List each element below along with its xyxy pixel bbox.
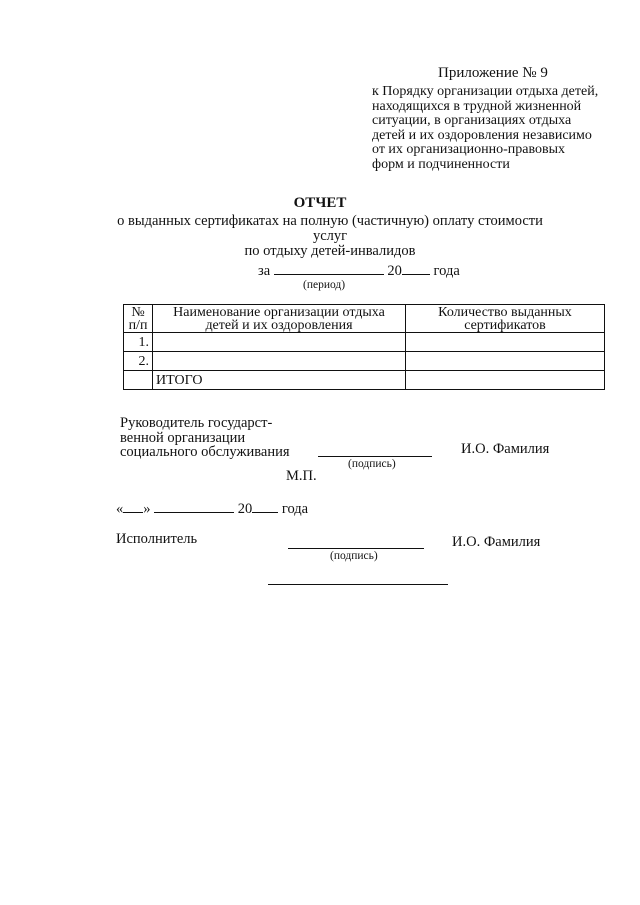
table-row [124,333,605,352]
table-row [124,352,605,371]
date-month-blank[interactable] [154,500,234,513]
period-line [258,262,460,280]
appendix-line: ситуации, в организациях отдыха [372,113,572,128]
date-suffix: года [281,501,309,517]
head-title-line: венной организации [120,429,246,446]
bottom-separator-line [268,584,448,585]
header-num-line: п/п [128,317,148,333]
period-prefix: за [258,263,271,279]
stamp-label: М.П. [286,468,317,484]
header-org-name [153,305,406,333]
date-year-blank[interactable] [252,500,278,513]
header-num [124,305,153,333]
appendix-line: к Порядку организации отдыха детей, [372,84,599,99]
date-close-quote: » [143,501,151,517]
table-header-row [124,305,605,333]
total-count-cell[interactable] [406,371,605,390]
appendix-line: находящихся в трудной жизненной [372,98,582,114]
row-number: 2. [124,352,153,371]
header-count-line: Количество выданных [438,304,572,320]
report-subtitle-line: по отдыху детей-инвалидов [244,243,416,259]
period-year: 20 [387,263,402,279]
header-num-line: № [131,304,145,320]
row-number: 1. [124,333,153,352]
head-title-line: Руководитель государст- [120,415,273,431]
total-number-cell [124,371,153,390]
executor-signature-caption: (подпись) [330,550,378,562]
executor-signature-line[interactable] [288,548,424,549]
appendix-line: детей и их оздоровления независимо [372,127,592,143]
date-open-quote: « [116,501,124,517]
period-caption: (период) [303,279,346,291]
table-total-row [124,371,605,390]
row-count-cell[interactable] [406,333,605,352]
appendix-line: от их организационно-правовых [372,142,565,157]
report-table [123,304,605,390]
header-org-line: Наименование организации отдыха [173,304,385,320]
date-year: 20 [237,501,253,517]
report-subtitle-line: о выданных сертификатах на полную (частичную) оплату стоимости услуг [117,213,543,244]
executor-label: Исполнитель [116,531,198,547]
total-label: ИТОГО [153,371,406,390]
head-title [120,416,290,460]
report-title: ОТЧЕТ [293,195,347,211]
period-blank[interactable] [274,262,384,275]
header-org-line: детей и их оздоровления [205,317,353,333]
row-count-cell[interactable] [406,352,605,371]
head-signature-line[interactable] [318,456,432,457]
head-name: И.О. Фамилия [461,441,550,457]
row-org-cell[interactable] [153,352,406,371]
appendix-line: форм и подчиненности [372,156,510,172]
row-org-cell[interactable] [153,333,406,352]
head-signature-caption: (подпись) [348,458,396,470]
period-suffix: года [433,263,460,279]
appendix-text [372,85,612,172]
period-year-blank[interactable] [402,262,430,275]
appendix-title: Приложение № 9 [438,65,548,81]
date-day-blank[interactable] [123,500,143,513]
header-count [406,305,605,333]
report-subtitle [100,214,560,259]
executor-name: И.О. Фамилия [452,534,541,550]
header-count-line: сертификатов [464,317,546,333]
head-title-line: социального обслуживания [120,444,290,460]
date-line [116,500,308,518]
